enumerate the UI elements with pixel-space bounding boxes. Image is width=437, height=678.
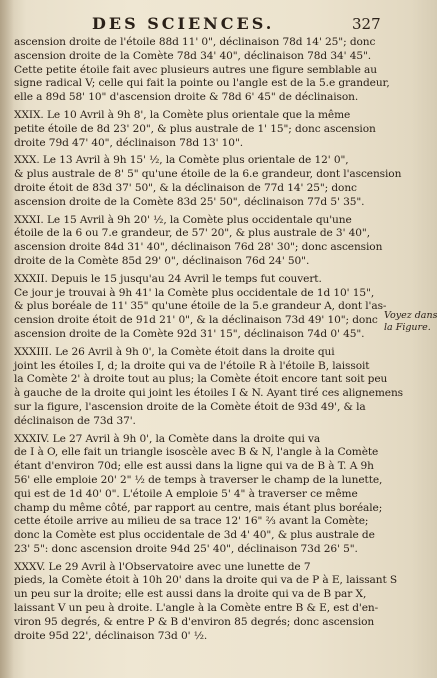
text-line: XXIX. Le 10 Avril à 9h 8', la Comète plus orientale que la même <box>14 108 351 121</box>
text-line: droite 79d 47' 40", déclinaison 78d 13' 10". <box>14 136 243 149</box>
text-line: XXXV. Le 29 Avril à l'Observatoire avec une lunette de 7 <box>14 560 311 573</box>
text-line: laissant V un peu à droite. L'angle à la Comète entre B & E, est d'en- <box>14 602 379 615</box>
paragraph-xxix <box>14 109 386 150</box>
text-line: un peu sur la droite; elle est aussi dans la droite qui va de B par X, <box>14 588 367 601</box>
paragraph-xxxi <box>14 214 386 269</box>
margin-note <box>384 310 437 334</box>
running-head: DES SCIENCES. <box>92 14 275 33</box>
text-line: sur la figure, l'ascension droite de la Comète étoit de 93d 49', & la <box>14 400 366 413</box>
paragraph-xxxiv <box>14 433 386 557</box>
text-line: XXXIV. Le 27 Avril à 9h 0', la Comète dans la droite qui va <box>14 432 321 445</box>
text-line: ascension droite de la Comète 78d 34' 40", déclinaison 78d 34' 45". <box>14 49 372 62</box>
text-line: ascension droite 84d 31' 40", déclinaison 76d 28' 30"; donc ascension <box>14 241 383 254</box>
text-line: étoile de la 6 ou 7.e grandeur, de 57' 20", & plus australe de 3' 40", <box>14 227 370 240</box>
text-line: ascension droite de la Comète 92d 31' 15", déclinaison 74d 0' 45". <box>14 327 365 340</box>
text-line: à gauche de la droite qui joint les étoiles I & N. Ayant tiré ces alignemens <box>14 387 404 400</box>
text-line: & plus boréale de 11' 35" qu'une étoile de la 5.e grandeur A, dont l'as- <box>14 300 387 313</box>
text-line: qui est de 1d 40' 0". L'étoile A emploie 5' 4" à traverser ce même <box>14 487 358 500</box>
text-line: XXXII. Depuis le 15 jusqu'au 24 Avril le temps fut couvert. <box>14 272 322 285</box>
page-number: 327 <box>352 15 381 33</box>
page-header <box>0 14 425 36</box>
text-line: XXXIII. Le 26 Avril à 9h 0', la Comète étoit dans la droite qui <box>14 345 335 358</box>
text-line: Ce jour je trouvai à 9h 41' la Comète plus occidentale de 1d 10' 15", <box>14 286 375 299</box>
text-line: pieds, la Comète étoit à 10h 20' dans la droite qui va de P à E, laissant S <box>14 574 398 587</box>
text-line: donc la Comète est plus occidentale de 3d 4' 40", & plus australe de <box>14 529 375 542</box>
text-line: 56' elle emploie 20' 2" ½ de temps à traverser le champ de la lunette, <box>14 473 383 486</box>
text-line: viron 95 degrés, & entre P & B d'environ 85 degrés; donc ascension <box>14 615 375 628</box>
margin-note-line: la Figure. <box>384 322 431 333</box>
text-line: cette étoile arrive au milieu de sa trace 12' 16" ⅔ avant la Comète; <box>14 515 369 528</box>
text-line: elle a 89d 58' 10" d'ascension droite & 78d 6' 45" de déclinaison. <box>14 91 359 104</box>
paragraph-xxxv <box>14 560 398 644</box>
text-line: étant d'environ 70d; elle est aussi dans la ligne qui va de B à T. A 9h <box>14 460 374 473</box>
text-line: déclinaison de 73d 37'. <box>14 414 136 427</box>
paragraph-xxxiii <box>14 345 404 429</box>
text-line: & plus australe de 8' 5" qu'une étoile de la 6.e grandeur, dont l'ascension <box>14 168 402 181</box>
page-body <box>14 36 404 645</box>
text-line: la Comète 2' à droite tout au plus; la Comète étoit encore tant soit peu <box>14 373 388 386</box>
text-line: XXX. Le 13 Avril à 9h 15' ½, la Comète plus orientale de 12' 0", <box>14 154 349 167</box>
text-line: droite 95d 22', déclinaison 73d 0' ½. <box>14 629 208 642</box>
paragraph-xxxii <box>14 273 386 342</box>
paragraph-xxx <box>14 154 402 209</box>
text-line: signe radical V; celle qui fait la pointe ou l'angle est de la 5.e grandeur, <box>14 77 390 90</box>
text-line: 23' 5": donc ascension droite 94d 25' 40", déclinaison 73d 26' 5". <box>14 542 358 555</box>
text-line: petite étoile de 8d 23' 20", & plus australe de 1' 15"; donc ascension <box>14 122 376 135</box>
text-line: ascension droite de la Comète 83d 25' 50", déclinaison 77d 5' 35". <box>14 195 365 208</box>
margin-note-line: Voyez dans <box>384 310 437 321</box>
binding-shadow <box>0 0 14 678</box>
paragraph-continuation <box>14 36 390 105</box>
text-line: cension droite étoit de 91d 21' 0", & la déclinaison 73d 49' 10"; donc <box>14 314 378 327</box>
text-line: de I à O, elle fait un triangle isoscèle avec B & N, l'angle à la Comète <box>14 446 379 459</box>
text-line: Cette petite étoile fait avec plusieurs autres une figure semblable au <box>14 63 377 76</box>
text-line: champ du même côté, par rapport au centre, mais étant plus boréale; <box>14 501 383 514</box>
text-line: droite de la Comète 85d 29' 0", déclinaison 76d 24' 50". <box>14 254 310 267</box>
text-line: ascension droite de l'étoile 88d 11' 0", déclinaison 78d 14' 25"; donc <box>14 36 376 48</box>
text-line: XXXI. Le 15 Avril à 9h 20' ½, la Comète plus occidentale qu'une <box>14 213 352 226</box>
text-line: droite étoit de 83d 37' 50", & la déclinaison de 77d 14' 25"; donc <box>14 181 357 194</box>
text-line: joint les étoiles I, d; la droite qui va de l'étoile R à l'étoile B, laissoit <box>14 359 370 372</box>
